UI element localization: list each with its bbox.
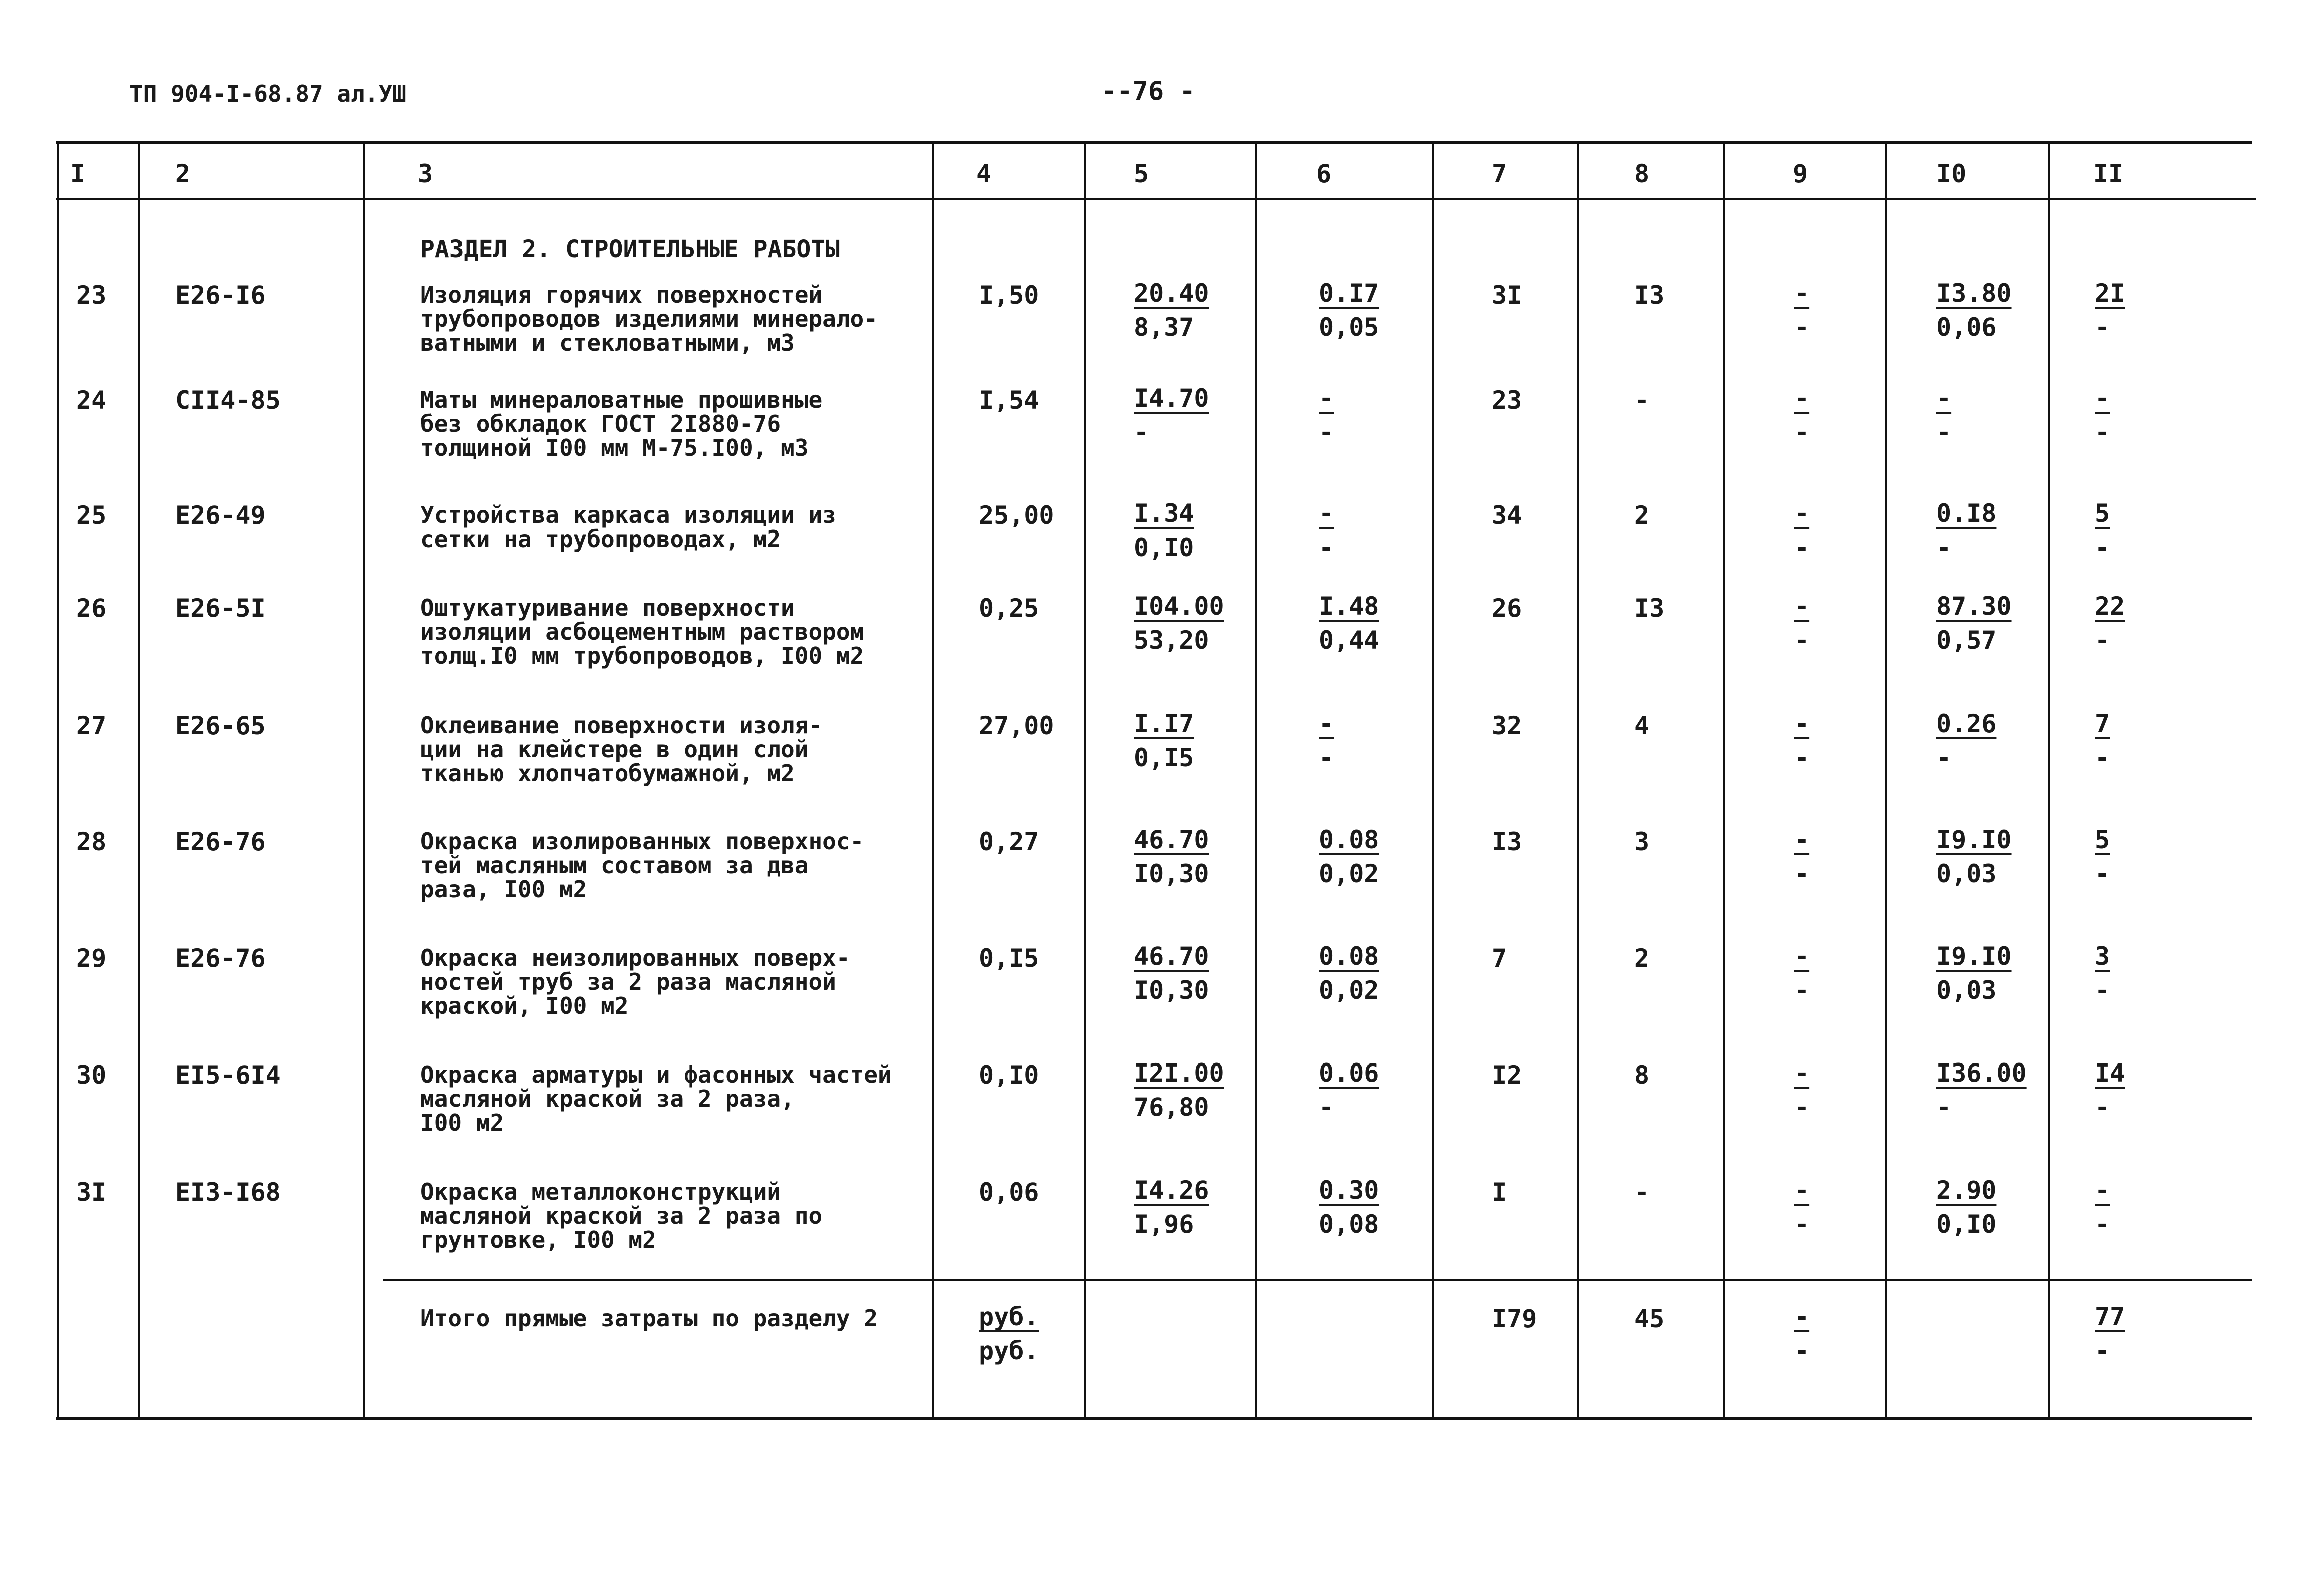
cost-col6: $\frac{0.I7}{0,05}$ xyxy=(1319,279,1379,342)
cost-col6: - - xyxy=(1319,499,1334,562)
row-number: 27 xyxy=(76,711,107,740)
column-divider xyxy=(363,141,365,1419)
rate-code: СII4-85 xyxy=(175,386,281,415)
value-col10: 0.I8 - xyxy=(1936,499,1997,562)
value-col8: 4 xyxy=(1634,711,1650,740)
work-description: Окраска металлоконструкций масляной краской за 2 раза по грунтовке, I00 м2 xyxy=(420,1178,823,1253)
work-description: Изоляция горячих поверхностей трубопроводов изделиями минерало- ватными и стекловатными, м3 xyxy=(420,281,878,356)
value-col7: I3 xyxy=(1492,827,1522,856)
column-divider xyxy=(1255,141,1257,1419)
value-col8: 3 xyxy=(1634,827,1650,856)
row-number: 23 xyxy=(76,281,107,310)
value-col8: - xyxy=(1634,1178,1650,1207)
value-col10: 0.26 - xyxy=(1936,709,1997,772)
value-col11: 5 - xyxy=(2095,825,2110,888)
page-number: --76 - xyxy=(1101,76,1195,106)
column-divider xyxy=(2048,141,2050,1419)
table-bottom-border xyxy=(56,1417,2252,1420)
value-col10: $\frac{I9.I0}{0,03}$ xyxy=(1936,825,2012,888)
value-col8: I3 xyxy=(1634,281,1665,310)
value-col8: 8 xyxy=(1634,1060,1650,1090)
work-description: Оклеивание поверхности изоля- ции на клейстере в один слой тканью хлопчатобумажной, м2 xyxy=(420,712,823,787)
cost-col5: $\frac{20.40}{8,37}$ xyxy=(1134,279,1209,342)
column-header: I0 xyxy=(1936,159,1967,188)
value-col7: I xyxy=(1492,1178,1507,1207)
work-description: Окраска неизолированных поверх- ностей труб за 2 раза масляной краской, I00 м2 xyxy=(420,944,850,1019)
cost-col5: $\frac{I4.26}{I,96}$ xyxy=(1134,1176,1209,1239)
value-col10: $\frac{87.30}{0,57}$ xyxy=(1936,592,2012,655)
quantity: 0,I5 xyxy=(979,944,1039,973)
column-divider xyxy=(1723,141,1725,1419)
cost-col6: $\frac{0.08}{0,02}$ xyxy=(1319,942,1379,1005)
column-header: 4 xyxy=(976,159,992,188)
column-divider xyxy=(138,141,140,1419)
quantity: I,50 xyxy=(979,281,1039,310)
cost-col5: I4.70 - xyxy=(1134,384,1209,447)
cost-col6: 0.06 - xyxy=(1319,1058,1379,1122)
column-divider xyxy=(932,141,934,1419)
quantity: 0,06 xyxy=(979,1178,1039,1207)
value-col11: 3 - xyxy=(2095,942,2110,1005)
rate-code: Е26-65 xyxy=(175,711,266,740)
work-description: Маты минераловатные прошивные без обкладок ГОСТ 2I880-76 толщиной I00 мм М-75.I00, м3 xyxy=(420,386,823,461)
value-col9: - - xyxy=(1794,825,1810,888)
value-col8: 2 xyxy=(1634,501,1650,530)
value-col7: 26 xyxy=(1492,594,1522,623)
column-header: 5 xyxy=(1134,159,1149,188)
quantity: 0,27 xyxy=(979,827,1039,856)
column-divider xyxy=(1885,141,1887,1419)
column-divider xyxy=(1432,141,1434,1419)
value-col11: - - xyxy=(2095,384,2110,447)
work-description: Оштукатуривание поверхности изоляции асбоцементным раствором толщ.I0 мм трубопроводов, I00 м2 xyxy=(420,594,864,669)
quantity: I,54 xyxy=(979,386,1039,415)
cost-col5: $\frac{I04.00}{53,20}$ xyxy=(1134,592,1224,655)
value-col10: I36.00 - xyxy=(1936,1058,2027,1122)
value-col10: - - xyxy=(1936,384,1952,447)
column-divider xyxy=(1084,141,1086,1419)
row-number: 28 xyxy=(76,827,107,856)
value-col11: 7 - xyxy=(2095,709,2110,772)
column-header: 9 xyxy=(1793,159,1808,188)
cost-col5: $\frac{46.70}{I0,30}$ xyxy=(1134,825,1209,888)
cost-col6: $\frac{0.30}{0,08}$ xyxy=(1319,1176,1379,1239)
total-label: Итого прямые затраты по разделу 2 xyxy=(420,1305,878,1332)
column-divider xyxy=(1577,141,1579,1419)
cost-col6: - - xyxy=(1319,384,1334,447)
value-col9: - - xyxy=(1794,942,1810,1005)
value-col9: - - xyxy=(1794,384,1810,447)
value-col11: 2I - xyxy=(2095,279,2125,342)
value-col7: 23 xyxy=(1492,386,1522,415)
value-col8: I3 xyxy=(1634,594,1665,623)
rate-code: Е26-76 xyxy=(175,827,266,856)
rate-code: ЕI3-I68 xyxy=(175,1178,281,1207)
value-col7: 3I xyxy=(1492,281,1522,310)
total-col11: 77 - xyxy=(2095,1302,2125,1365)
value-col11: 5 - xyxy=(2095,499,2110,562)
quantity: 0,25 xyxy=(979,594,1039,623)
section-title: РАЗДЕЛ 2. СТРОИТЕЛЬНЫЕ РАБОТЫ xyxy=(420,235,840,263)
value-col8: 2 xyxy=(1634,944,1650,973)
row-number: 29 xyxy=(76,944,107,973)
cost-col6: - - xyxy=(1319,709,1334,772)
value-col9: - - xyxy=(1794,592,1810,655)
column-header: 2 xyxy=(175,159,191,188)
value-col7: 34 xyxy=(1492,501,1522,530)
value-col11: I4 - xyxy=(2095,1058,2125,1122)
value-col9: - - xyxy=(1794,1058,1810,1122)
quantity: 0,I0 xyxy=(979,1060,1039,1090)
table-header-separator xyxy=(56,198,2256,200)
value-col11: - - xyxy=(2095,1176,2110,1239)
rate-code: Е26-I6 xyxy=(175,281,266,310)
column-divider xyxy=(57,141,59,1419)
row-number: 25 xyxy=(76,501,107,530)
row-number: 30 xyxy=(76,1060,107,1090)
value-col10: $\frac{2.90}{0,I0}$ xyxy=(1936,1176,1997,1239)
total-col8: 45 xyxy=(1634,1304,1665,1333)
cost-col5: $\frac{I2I.00}{76,80}$ xyxy=(1134,1058,1224,1122)
total-col7: I79 xyxy=(1492,1304,1537,1333)
column-header: I xyxy=(70,159,86,188)
quantity: 27,00 xyxy=(979,711,1054,740)
row-number: 24 xyxy=(76,386,107,415)
value-col9: - - xyxy=(1794,1176,1810,1239)
row-number: 3I xyxy=(76,1178,107,1207)
total-unit: руб. руб. xyxy=(979,1302,1039,1365)
rate-code: ЕI5-6I4 xyxy=(175,1060,281,1090)
cost-col6: $\frac{I.48}{0,44}$ xyxy=(1319,592,1379,655)
cost-col5: $\frac{46.70}{I0,30}$ xyxy=(1134,942,1209,1005)
column-header: 6 xyxy=(1316,159,1332,188)
row-number: 26 xyxy=(76,594,107,623)
quantity: 25,00 xyxy=(979,501,1054,530)
column-header: 7 xyxy=(1492,159,1507,188)
rate-code: Е26-76 xyxy=(175,944,266,973)
total-col9: - - xyxy=(1794,1302,1810,1365)
value-col7: I2 xyxy=(1492,1060,1522,1090)
value-col10: $\frac{I3.80}{0,06}$ xyxy=(1936,279,2012,342)
table-top-border xyxy=(56,141,2252,144)
rate-code: Е26-5I xyxy=(175,594,266,623)
cost-col5: $\frac{I.I7}{0,I5}$ xyxy=(1134,709,1194,772)
column-header: 3 xyxy=(418,159,433,188)
work-description: Устройства каркаса изоляции из сетки на трубопроводах, м2 xyxy=(420,501,836,553)
work-description: Окраска изолированных поверхнос- тей масляным составом за два раза, I00 м2 xyxy=(420,828,864,903)
value-col9: - - xyxy=(1794,709,1810,772)
total-separator xyxy=(383,1279,2252,1281)
value-col8: - xyxy=(1634,386,1650,415)
cost-col6: $\frac{0.08}{0,02}$ xyxy=(1319,825,1379,888)
value-col7: 7 xyxy=(1492,944,1507,973)
value-col9: - - xyxy=(1794,279,1810,342)
work-description: Окраска арматуры и фасонных частей масляной краской за 2 раза, I00 м2 xyxy=(420,1061,892,1136)
document-code: ТП 904-I-68.87 ал.УШ xyxy=(129,80,406,107)
cost-col5: $\frac{I.34}{0,I0}$ xyxy=(1134,499,1194,562)
value-col9: - - xyxy=(1794,499,1810,562)
column-header: II xyxy=(2093,159,2124,188)
value-col11: 22 - xyxy=(2095,592,2125,655)
rate-code: Е26-49 xyxy=(175,501,266,530)
column-header: 8 xyxy=(1634,159,1650,188)
value-col7: 32 xyxy=(1492,711,1522,740)
value-col10: $\frac{I9.I0}{0,03}$ xyxy=(1936,942,2012,1005)
